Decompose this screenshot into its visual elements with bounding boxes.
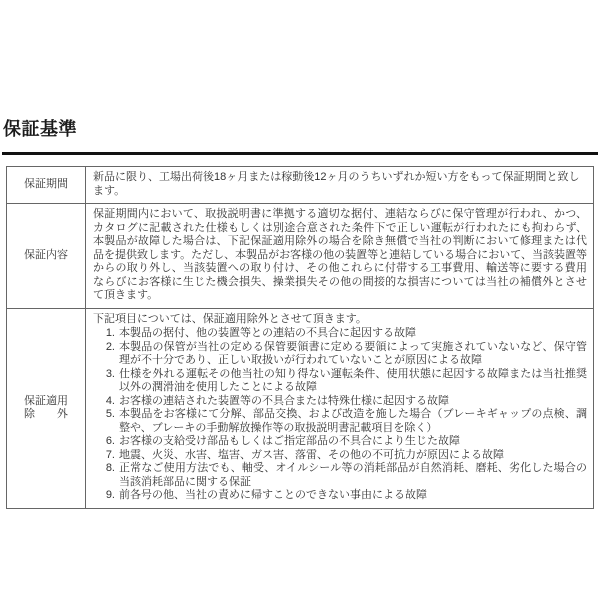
exclusion-item [93,341,587,368]
item-text: 本製品をお客様にて分解、部品交換、および改造を施した場合（ブレーキギャップの点検、調整や、ブレーキの手動解放操作等の取扱説明書記載項目を除く） [119,408,587,434]
exclusion-item [93,368,587,395]
item-number: 5. [105,408,115,420]
exclusion-item [93,327,587,341]
item-text: 仕様を外れる運転その他当社の知り得ない運転条件、使用状態に起因する故障または当社推奨以外の潤滑油を使用したことによる故障 [119,367,587,393]
item-number: 7. [105,448,115,461]
row-label-text: 保証内容 [24,249,68,261]
title-underline-rule [2,152,598,155]
item-number: 6. [105,435,115,447]
item-number: 3. [105,367,115,380]
warranty-table [6,166,594,509]
exclusion-item [93,449,587,463]
table-row-warranty-period [7,167,593,203]
table-row-warranty-coverage [7,203,593,308]
page-title: 保証基準 [3,119,77,139]
item-text: 本製品の保管が当社の定める保管要領書に定める要領によって実施されていないなど、保守管理が不十分であり、正しい取扱いが行われていないことが原因による故障 [119,340,587,366]
item-number: 1. [105,327,115,339]
warranty-period-text: 新品に限り、工場出荷後18ヶ月または稼動後12ヶ月のうちいずれか短い方をもって保証期間と致します。 [93,171,580,197]
item-text: お客様の支給受け部品もしくはご指定部品の不具合により生じた故障 [119,435,460,447]
exclusion-item [93,408,587,435]
table-row-warranty-exclusions [7,308,593,508]
warranty-coverage-text-cell [86,204,593,308]
item-number: 8. [105,462,115,474]
item-number: 2. [105,340,115,353]
exclusion-item [93,435,587,449]
row-label-line2: 除 外 [24,408,68,420]
warranty-period-text-cell [86,167,593,203]
row-label-warranty-period [7,167,86,203]
exclusion-item [93,395,587,409]
item-text: お客様の連結された装置等の不具合または特殊仕様に起因する故障 [119,394,449,407]
exclusions-list [93,327,587,503]
row-label-line1: 保証適用 [24,394,68,407]
row-label-warranty-coverage [7,204,86,308]
item-number: 9. [105,489,115,501]
item-number: 4. [105,394,115,407]
item-text: 地震、火災、水害、塩害、ガス害、落雷、その他の不可抗力が原因による故障 [119,448,504,461]
exclusions-intro-text: 下記項目については、保証適用除外とさせて頂きます。 [93,312,367,325]
warranty-coverage-text: 保証期間内において、取扱説明書に準拠する適切な据付、連結ならびに保守管理が行われ、かつ、カタログに記載された仕様もしくは別途合意された条件下で正しい運転が行われたにも拘わらず、本製品が故障した場合は、下記保証適用除外の場合を除き無償で当社の判断において修理または代品を提供致します。ただし、本製品がお客様の他の装置等と連結している場合において、当該装置等からの取り外し、当該装置への取り付け、その他これらに付帯する工事費用、輸送等に要する費用ならびにお客様に生じた機会損失、操業損失その他の間接的な損害については当社の補償外とさせて頂きます。 [93,208,587,301]
item-text: 本製品の据付、他の装置等との連結の不具合に起因する故障 [119,327,416,339]
exclusion-item [93,489,587,503]
row-label-text: 保証期間 [24,178,68,191]
warranty-exclusions-cell [86,309,593,508]
item-text: 正常なご使用方法でも、軸受、オイルシール等の消耗部品が自然消耗、磨耗、劣化した場合の当該消耗部品に関する保証 [119,462,587,488]
exclusion-item [93,462,587,489]
item-text: 前各号の他、当社の責めに帰すことのできない事由による故障 [119,489,427,501]
row-label-warranty-exclusions [7,309,86,508]
